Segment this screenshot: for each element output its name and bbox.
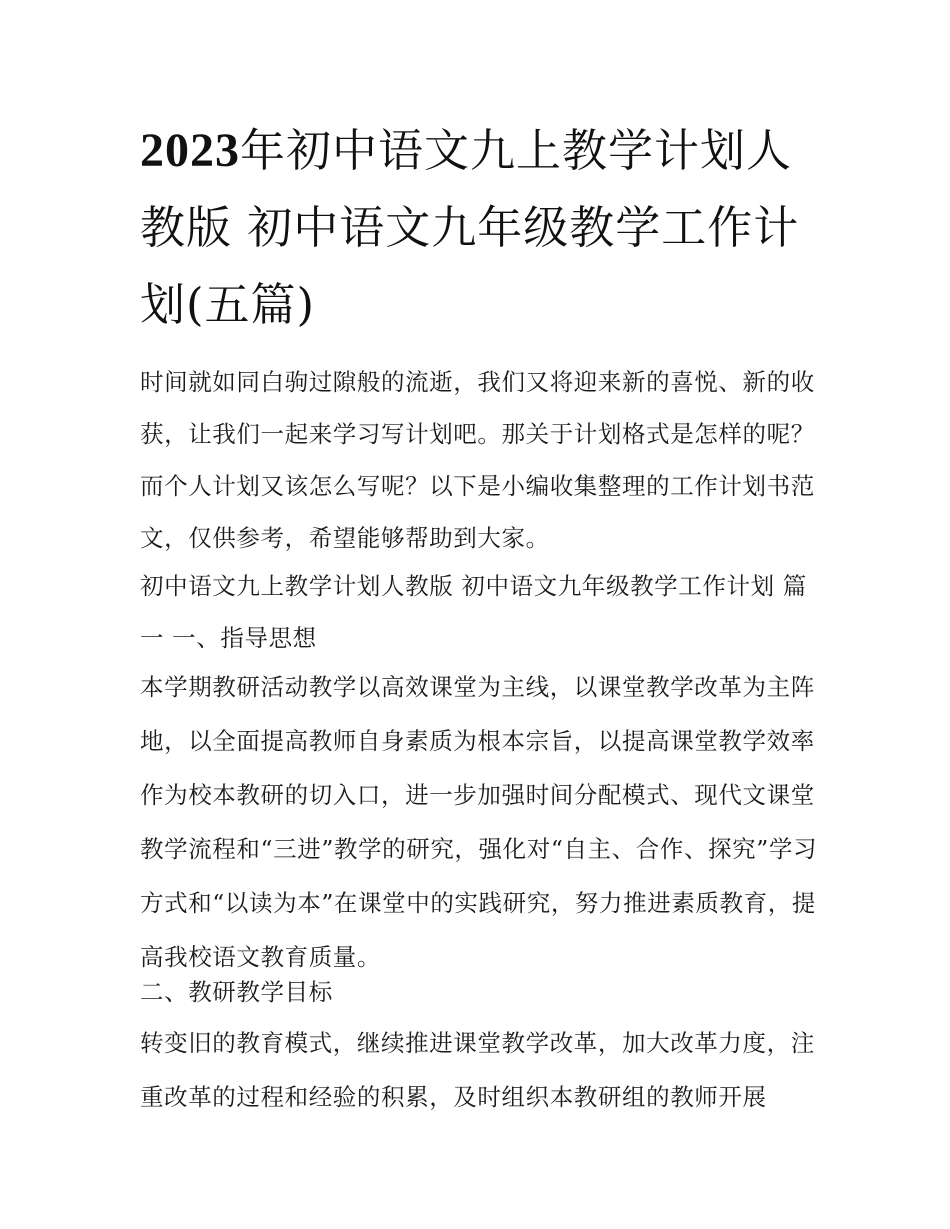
section-1-paragraph: 本学期教研活动教学以高效课堂为主线，以课堂教学改革为主阵地，以全面提高教师自身素质为根本宗旨，以提高课堂教学效率作为校本教研的切入口，进一步加强时间分配模式、现代文课堂教学流程和“三进”教学的研究，强化对“自主、合作、探究”学习方式和“以读为本”在课堂中的实践研究，努力推进素质教育，提高我校语文教育质量。 [140,673,818,971]
section-2-heading: 二、教研教学目标 [140,978,333,1006]
document-title [140,112,820,343]
title-text: 年初中语文九上教学计划人教版 初中语文九年级教学工作计划(五篇) [140,124,800,331]
section-2-paragraph: 转变旧的教育模式，继续推进课堂教学改革，加大改革力度，注重改革的过程和经验的积累，及时组织本教研组的教师开展 [140,1029,815,1111]
article-title: 初中语文九上教学计划人教版 初中语文九年级教学工作计划 篇一 一、指导思想 [140,572,807,652]
title-year: 2023 [140,124,240,177]
intro-paragraph: 时间就如同白驹过隙般的流逝，我们又将迎来新的喜悦、新的收获，让我们一起来学习写计划吧。那关于计划格式是怎样的呢？而个人计划又该怎么写呢？以下是小编收集整理的工作计划书范文，仅供参考，希望能够帮助到大家。 [140,368,815,552]
